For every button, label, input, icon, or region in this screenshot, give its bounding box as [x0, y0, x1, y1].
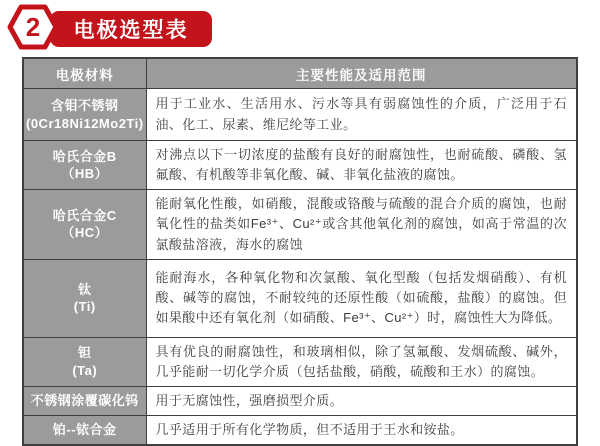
performance-cell: 用于工业水、生活用水、污水等具有弱腐蚀性的介质，广泛用于石油、化工、尿素、维尼纶等工业。 — [146, 89, 577, 141]
performance-cell: 能耐氧化性酸，如硝酸，混酸或铬酸与硫酸的混合介质的腐蚀，也耐氧化性的盐类如Fe³⁺、Cu²⁺或含其他氧化剂的腐蚀，如高于常温的次氯酸盐溶液，海水的腐蚀 — [146, 190, 577, 259]
badge-number: 2 — [25, 12, 41, 42]
material-name: 铂--铱合金 — [52, 422, 117, 438]
material-name: 不锈钢涂覆碳化钨 — [30, 393, 139, 409]
table-row — [23, 141, 577, 190]
table-row — [23, 386, 577, 415]
material-spec: (Ta) — [72, 362, 98, 378]
table-row — [23, 337, 577, 386]
column-header-performance: 主要性能及适用范围 — [146, 58, 577, 89]
material-cell — [23, 337, 146, 386]
material-name: 钛 — [77, 281, 92, 297]
section-number-badge — [7, 3, 59, 51]
material-cell — [23, 89, 146, 141]
electrode-selection-table — [22, 57, 578, 446]
table-row — [23, 259, 577, 337]
material-spec: （HC） — [61, 225, 109, 241]
material-cell — [23, 416, 146, 446]
section-title-banner — [50, 11, 212, 47]
performance-cell: 用于无腐蚀性，强磨损型介质。 — [146, 386, 577, 415]
material-name: 哈氏合金C — [52, 207, 117, 223]
table-row — [23, 190, 577, 259]
material-cell — [23, 141, 146, 190]
material-name: 钽 — [77, 345, 92, 361]
performance-cell: 几乎适用于所有化学物质，但不适用于王水和铵盐。 — [146, 416, 577, 446]
hexagon-icon — [7, 3, 59, 51]
material-spec: (0Cr18Ni12Mo2Ti) — [26, 115, 144, 131]
performance-cell: 对沸点以下一切浓度的盐酸有良好的耐腐蚀性，也耐硫酸、磷酸、氢氟酸、有机酸等非氧化酸、碱、非氧化盐液的腐蚀。 — [146, 141, 577, 190]
table-row — [23, 89, 577, 141]
material-name: 哈氏合金B — [52, 148, 117, 164]
material-cell — [23, 190, 146, 259]
material-cell — [23, 386, 146, 415]
table-row — [23, 416, 577, 446]
performance-cell: 能耐海水，各种氧化物和次氯酸、氧化型酸（包括发烟硝酸）、有机酸、碱等的腐蚀，不耐较纯的还原性酸（如硫酸，盐酸）的腐蚀。但如果酸中还有氧化剂（如硝酸、Fe³⁺、Cu²⁺）时，腐蚀性大为降低。 — [146, 259, 577, 337]
performance-cell: 具有优良的耐腐蚀性，和玻璃相似，除了氢氟酸、发烟硫酸、碱外，几乎能耐一切化学介质（包括盐酸，硝酸，硫酸和王水）的腐蚀。 — [146, 337, 577, 386]
column-header-material: 电极材料 — [23, 58, 146, 89]
table-header-row — [23, 58, 577, 89]
material-spec: （HB） — [61, 166, 109, 182]
material-spec: (Ti) — [73, 299, 96, 315]
material-name: 含钼不锈钢 — [50, 97, 119, 113]
material-cell — [23, 259, 146, 337]
page-title: 电极选型表 — [73, 19, 189, 42]
